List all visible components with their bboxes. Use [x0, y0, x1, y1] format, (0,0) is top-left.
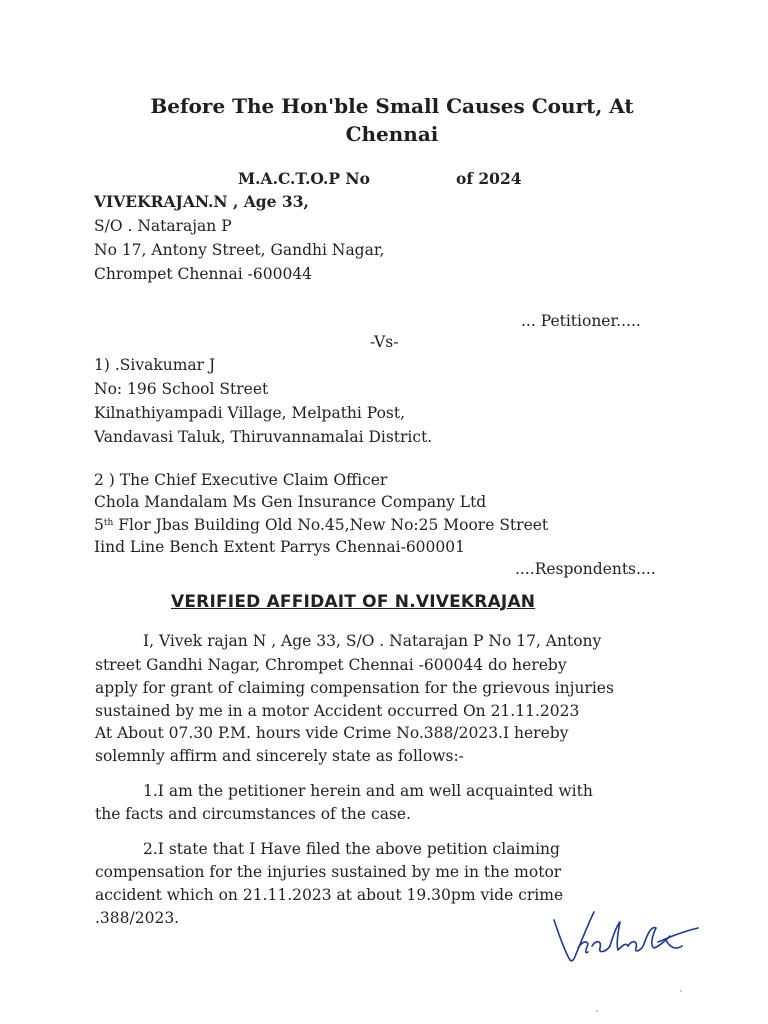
versus-label: -Vs- — [370, 333, 399, 351]
court-title-line-2: Chennai — [345, 122, 439, 146]
intro-line-4: sustained by me in a motor Accident occurred On 21.11.2023 — [95, 702, 580, 720]
intro-line-6: solemnly affirm and sincerely state as follows:- — [95, 747, 464, 765]
intro-line-1: I, Vivek rajan N , Age 33, S/O . Natarajan P No 17, Antony — [143, 632, 602, 650]
court-title-line-1: Before The Hon'ble Small Causes Court, At — [150, 94, 634, 118]
scan-speck — [596, 1010, 598, 1012]
respondent-2-name: 2 ) The Chief Executive Claim Officer — [94, 471, 388, 489]
respondent-1-address-2: Kilnathiyampadi Village, Melpathi Post, — [94, 404, 406, 422]
handwritten-signature — [548, 902, 708, 972]
intro-line-3: apply for grant of claiming compensation for the grievous injuries — [95, 679, 614, 697]
point-2-line-1: 2.I state that I Have filed the above petition claiming — [143, 840, 560, 858]
petitioner-address-1: No 17, Antony Street, Gandhi Nagar, — [94, 241, 385, 259]
respondent-2-address-1: 5th Flor Jbas Building Old No.45,New No:25 Moore Street — [94, 516, 549, 534]
petitioner-role: ... Petitioner..... — [521, 312, 641, 330]
case-number-label: M.A.C.T.O.P No — [238, 169, 370, 188]
respondent-2-address-2: Iind Line Bench Extent Parrys Chennai-600001 — [94, 538, 465, 556]
intro-line-2: street Gandhi Nagar, Chrompet Chennai -600044 do hereby — [95, 656, 567, 674]
petitioner-address-2: Chrompet Chennai -600044 — [94, 265, 313, 283]
case-year-label: of 2024 — [456, 169, 522, 188]
point-1-line-1: 1.I am the petitioner herein and am well acquainted with — [143, 782, 593, 800]
petitioner-father: S/O . Natarajan P — [94, 217, 232, 235]
intro-line-5: At About 07.30 P.M. hours vide Crime No.388/2023.I hereby — [95, 724, 569, 742]
point-2-line-2: compensation for the injuries sustained by me in the motor — [95, 863, 562, 881]
scan-speck — [680, 990, 682, 992]
respondents-role: ....Respondents.... — [515, 560, 656, 578]
point-2-line-3: accident which on 21.11.2023 at about 19.30pm vide crime — [95, 886, 564, 904]
petitioner-name: VIVEKRAJAN.N , Age 33, — [94, 192, 309, 211]
respondent-2-company: Chola Mandalam Ms Gen Insurance Company Ltd — [94, 493, 487, 511]
point-1-line-2: the facts and circumstances of the case. — [95, 805, 411, 823]
point-2-line-4: .388/2023. — [95, 909, 180, 927]
respondent-1-name: 1) .Sivakumar J — [94, 356, 216, 374]
respondent-1-address-3: Vandavasi Taluk, Thiruvannamalai District. — [94, 428, 433, 446]
respondent-1-address-1: No: 196 School Street — [94, 380, 269, 398]
affidavit-heading: VERIFIED AFFIDAIT OF N.VIVEKRAJAN — [171, 592, 536, 612]
